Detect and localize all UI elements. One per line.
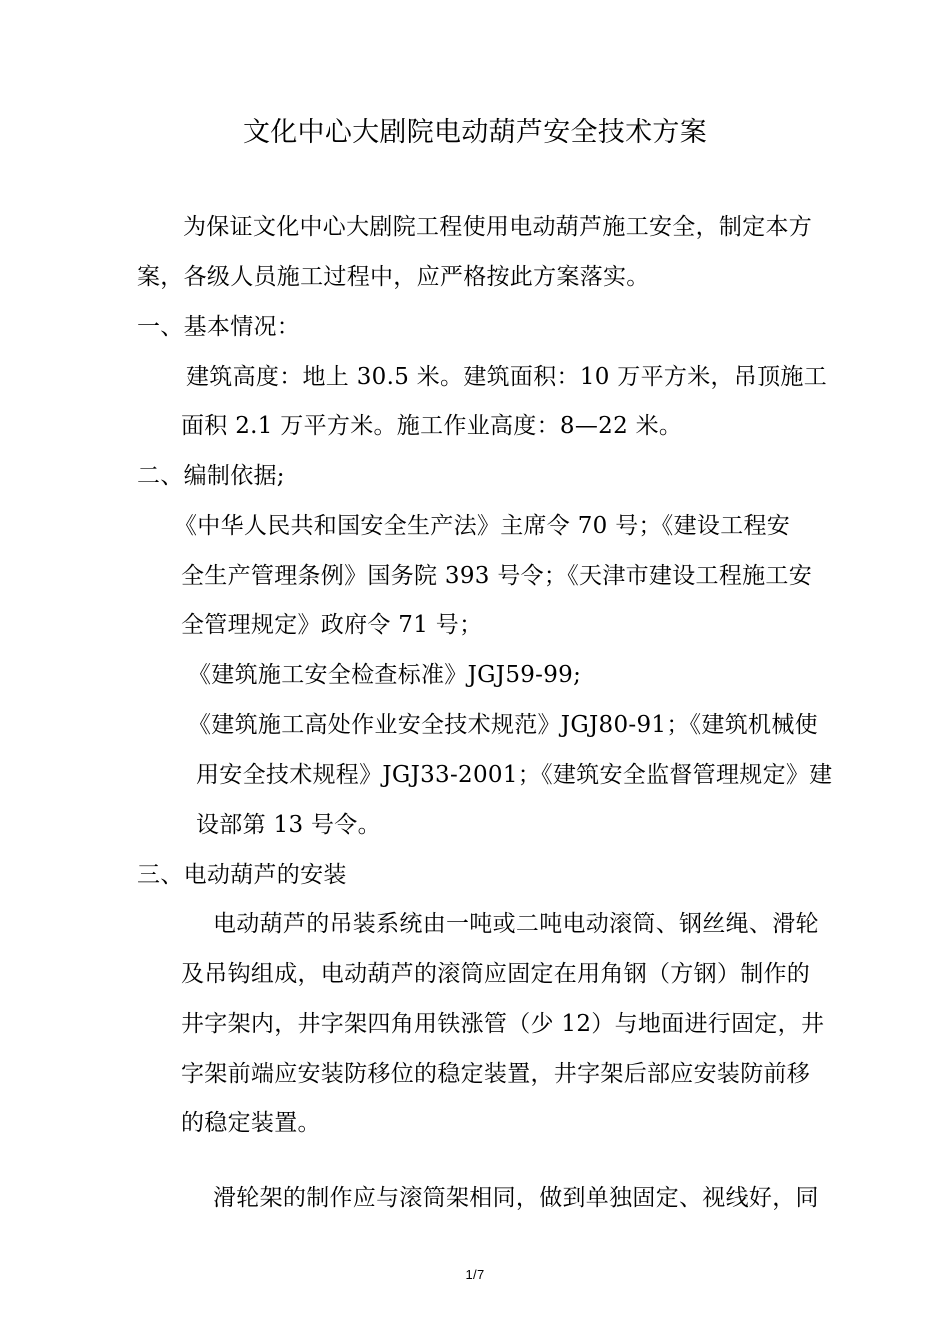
section-2-heading: 二、编制依据; xyxy=(137,463,285,489)
section-3-line-1: 电动葫芦的吊装系统由一吨或二吨电动滚筒、钢丝绳、滑轮 xyxy=(213,911,819,937)
intro-line-2: 案，各级人员施工过程中，应严格按此方案落实。 xyxy=(137,264,650,290)
section-2-ref1-line-1: 《中华人民共和国安全生产法》主席令 70 号；《建设工程安 xyxy=(174,513,791,539)
section-2-ref3-line-2: 用安全技术规程》JGJ33-2001；《建筑安全监督管理规定》建 xyxy=(196,762,833,788)
section-3-para2-line-1: 滑轮架的制作应与滚筒架相同，做到单独固定、视线好，同 xyxy=(213,1185,819,1211)
document-title: 文化中心大剧院电动葫芦安全技术方案 xyxy=(242,117,708,148)
section-2-ref2: 《建筑施工安全检查标准》JGJ59-99; xyxy=(188,662,582,688)
section-3-line-3: 井字架内，井字架四角用铁涨管（少 12）与地面进行固定，井 xyxy=(181,1011,825,1037)
section-3-line-4: 字架前端应安装防移位的稳定装置，井字架后部应安装防前移 xyxy=(181,1061,811,1087)
section-3-line-2: 及吊钩组成，电动葫芦的滚筒应固定在用角钢（方钢）制作的 xyxy=(181,961,811,987)
section-1-line-1: 建筑高度：地上 30.5 米。建筑面积：10 万平方米，吊顶施工 xyxy=(186,364,828,390)
section-2-ref3-line-3: 设部第 13 号令。 xyxy=(196,812,381,838)
section-2-ref1-line-2: 全生产管理条例》国务院 393 号令；《天津市建设工程施工安 xyxy=(181,563,813,589)
intro-line-1: 为保证文化中心大剧院工程使用电动葫芦施工安全，制定本方 xyxy=(183,214,813,240)
section-1-line-2: 面积 2.1 万平方米。施工作业高度：8—22 米。 xyxy=(181,413,683,439)
section-3-line-5: 的稳定装置。 xyxy=(181,1110,321,1136)
section-1-heading: 一、基本情况： xyxy=(137,314,301,340)
section-3-heading: 三、电动葫芦的安装 xyxy=(137,862,347,888)
section-2-ref3-line-1: 《建筑施工高处作业安全技术规范》JGJ80-91；《建筑机械使 xyxy=(188,712,818,738)
page-number: 1/7 xyxy=(465,1267,485,1282)
section-2-ref1-line-3: 全管理规定》政府令 71 号； xyxy=(181,612,483,638)
